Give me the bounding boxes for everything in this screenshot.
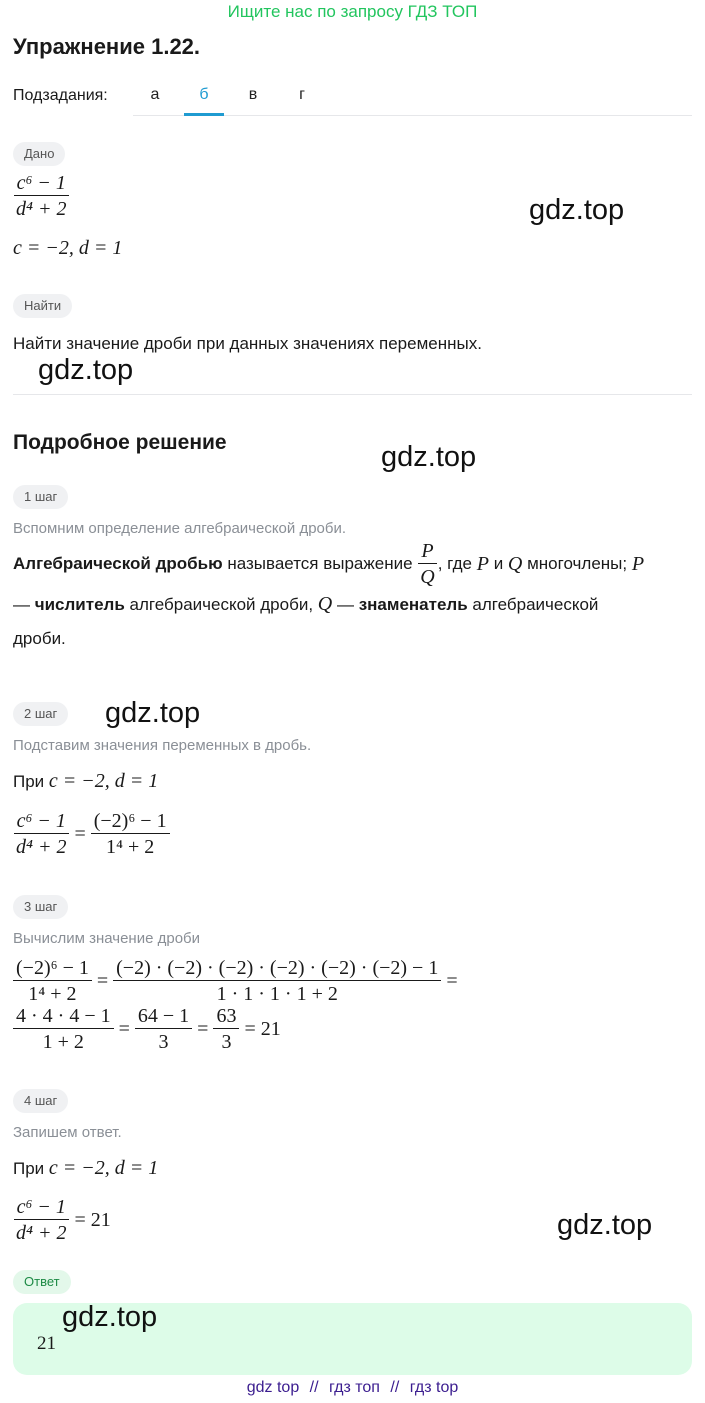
watermark: gdz.top [105, 697, 201, 729]
given-badge: Дано [13, 142, 65, 166]
watermark: gdz.top [62, 1301, 158, 1333]
step3-equation-line2: $\frac{4 \cdot 4 \cdot 4 - 1}{1 + 2}$ = $\frac{64 - 1}{3}$ = $\frac{63}{3}$ = 21 [13, 1006, 281, 1052]
footer-link[interactable]: гдз топ [329, 1379, 380, 1396]
tab-b[interactable]: б [199, 86, 209, 103]
answer-value: 21 [37, 1333, 56, 1354]
footer-links: gdz top // гдз топ // гдз top [246, 1379, 459, 1396]
active-tab-underline [184, 113, 224, 116]
solution-title: Подробное решение [13, 431, 227, 454]
watermark: gdz.top [557, 1209, 653, 1241]
tab-v[interactable]: в [248, 86, 258, 103]
step1-definition: Алгебраической дробью называется выражение $\frac{P}{Q}$ , где P и Q многочлены; P — числитель алгебраической дроби, Q — знаменатель алгебраической дроби. [13, 540, 645, 648]
step1-badge: 1 шаг [13, 485, 68, 509]
find-text: Найти значение дроби при данных значениях переменных. [13, 334, 482, 353]
step4-badge: 4 шаг [13, 1089, 68, 1113]
step3-equation-line1: $\frac{\text{(−2)⁶ − 1}}{\text{1⁴ + 2}}$ = $\frac{(-2) \cdot (-2) \cdot (-2) \cdot (-2) \cdot (-2) \cdot (-2) - 1}{1 \cdot 1 \cdot 1 \cdot 1 + 2}$ = [13, 958, 463, 1004]
step3-hint: Вычислим значение дроби [13, 930, 201, 947]
step4-hint: Запишем ответ. [13, 1124, 122, 1141]
step2-equation: $\frac{\text{c⁶ − 1}}{\text{d⁴ + 2}}$ = $\frac{\text{(−2)⁶ − 1}}{\text{1⁴ + 2}}$ [13, 811, 170, 857]
answer-badge: Ответ [13, 1270, 71, 1294]
watermark: gdz.top [38, 354, 134, 386]
step2-condition: При c = −2, d = 1 [13, 770, 159, 792]
tab-g[interactable]: г [299, 86, 305, 103]
step4-condition: При c = −2, d = 1 [13, 1157, 159, 1179]
step1-hint: Вспомним определение алгебраической дроби. [13, 520, 347, 537]
section-divider [13, 394, 692, 395]
step2-hint: Подставим значения переменных в дробь. [13, 737, 312, 754]
top-banner[interactable]: Ищите нас по запросу ГДЗ ТОП [227, 2, 478, 21]
tab-a[interactable]: а [150, 86, 160, 103]
step2-badge: 2 шаг [13, 702, 68, 726]
given-values: c = −2, d = 1 [13, 237, 123, 259]
find-badge: Найти [13, 294, 72, 318]
step3-badge: 3 шаг [13, 895, 68, 919]
watermark: gdz.top [529, 194, 625, 226]
given-expression: $\frac{\text{c⁶ − 1}}{\text{d⁴ + 2}}$ [13, 173, 69, 219]
page-title: Упражнение 1.22. [13, 34, 201, 59]
footer-link[interactable]: gdz top [246, 1379, 300, 1396]
step4-equation: $\frac{\text{c⁶ − 1}}{\text{d⁴ + 2}}$ = 21 [13, 1197, 111, 1243]
footer-link[interactable]: гдз top [409, 1379, 459, 1396]
subtasks-label: Подзадания: [13, 87, 108, 104]
watermark: gdz.top [381, 441, 477, 473]
